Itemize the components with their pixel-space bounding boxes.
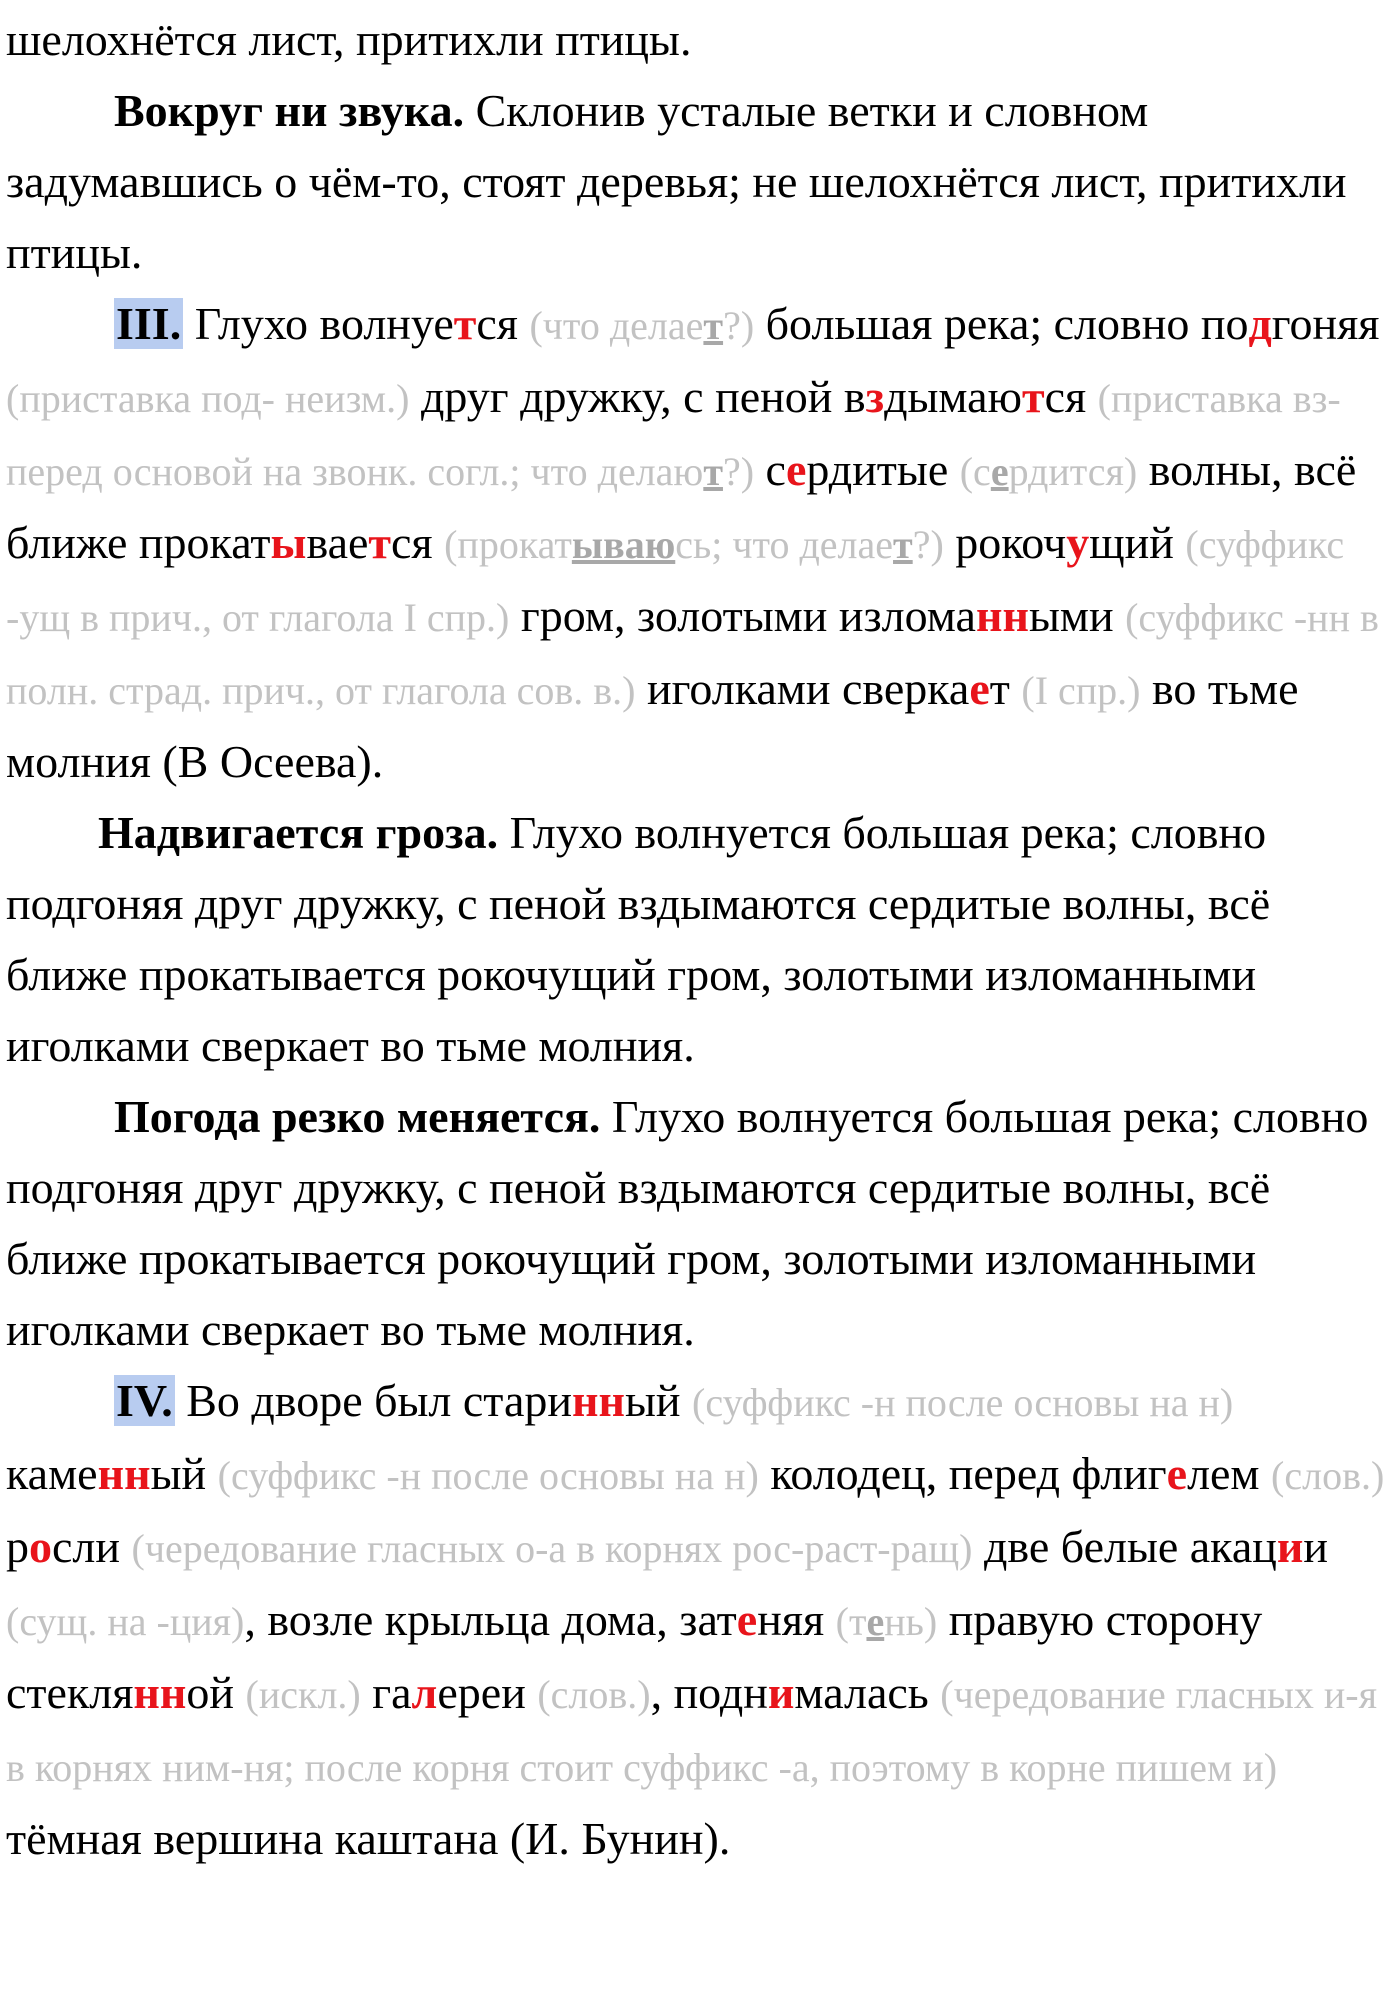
note: (приставка под- неизм.) [6, 376, 410, 421]
paragraph-exercise-4: IV. Во дворе был старинный (суффикс -н после основы на н) каменный (суффикс -н после основы на н) колодец, перед флигелем (слов.) росли (чередование гласных о-а в корнях рос-раст-ращ) две белые акации (сущ. на -ция), возле крыльца дома, затеняя (тень) правую сторону стеклянной (искл.) галереи (слов.), поднималась (чередование гласных и-я в корнях ним-ня; после корня стоит суффикс -а, поэтому в корне пишем и) тёмная вершина каштана (И. Бунин). [6, 1375, 1385, 1864]
note: (I спр.) [1021, 668, 1141, 713]
text: Глухо волнуется большая река; словно подгоняя друг дружку, с пеной вздымаются сердитые волны, всё ближе прокатывается рокочущий гром, золотыми изломанными иголками сверкает во тьме молния. [6, 1091, 1369, 1355]
paragraph-fragment [6, 4, 1398, 75]
text: Глухо волнуется большая река; словно подгоняя друг дружку, с пеной вздымаются сердитые волны, всё ближе прокатывается рокочущий гром, золотыми изломанными иголками сверкает во тьме молния. [6, 807, 1271, 1071]
note: (тень) [835, 1599, 938, 1644]
marked-letter: нн [975, 590, 1029, 641]
paragraph-heading: Вокруг ни звука. [114, 85, 465, 136]
note: (что делает?) [529, 303, 755, 348]
marked-letter: ы [270, 517, 307, 568]
note: (чередование гласных и-я в корнях ним-ня; после корня стоит суффикс -а, поэтому в корне пишем и) [6, 1672, 1377, 1790]
text: шелохнётся лист, притихли птицы. [6, 14, 692, 65]
marked-letter: т [453, 298, 477, 349]
note: (искл.) [245, 1672, 361, 1717]
note: (прокатываюсь; что делает?) [444, 522, 944, 567]
note: (чередование гласных о-а в корнях рос-раст-ращ) [131, 1526, 973, 1571]
exercise-number: III. [116, 298, 182, 349]
note: (сущ. на -ция) [6, 1599, 245, 1644]
note: (суффикс -нн в полн. страд. прич., от глагола сов. в.) [6, 595, 1379, 713]
marked-letter: т [1021, 371, 1045, 422]
text: Склонив усталые ветки и словном задумавшись о чём-то, стоят деревья; не шелохнётся лист, притихли птицы. [6, 85, 1347, 278]
note: (слов.) [537, 1672, 651, 1717]
marked-letter: у [1066, 517, 1090, 568]
marked-letter: нн [572, 1375, 626, 1426]
note: (суффикс -н после основы на н) [217, 1453, 759, 1498]
paragraph-quiet [6, 75, 1398, 288]
marked-letter: е [1166, 1448, 1188, 1499]
marked-letter: и [1276, 1521, 1304, 1572]
marked-letter: о [29, 1521, 52, 1572]
note: (суффикс -ущ в прич., от глагола I спр.) [6, 522, 1345, 640]
note: (суффикс -н после основы на н) [692, 1380, 1234, 1425]
paragraph-weather [6, 1081, 1398, 1365]
marked-letter: и [767, 1667, 795, 1718]
marked-letter: нн [97, 1448, 151, 1499]
exercise-number: IV. [116, 1375, 173, 1426]
marked-letter: нн [133, 1667, 187, 1718]
marked-letter: д [1248, 298, 1272, 349]
paragraph-heading: Погода резко меняется. [114, 1091, 601, 1142]
marked-letter: т [368, 517, 392, 568]
paragraph-exercise-3: III. Глухо волнуется (что делает?) большая река; словно подгоняя (приставка под- неизм.) друг дружку, с пеной вздымаются (приставка вз- перед основой на звонк. согл.; что делают?) сердитые (сердится) волны, всё ближе прокатывается (прокатываюсь; что делает?) рокочущий (суффикс -ущ в прич., от глагола I спр.) гром, золотыми изломанными (суффикс -нн в полн. страд. прич., от глагола сов. в.) иголками сверкает (I спр.) во тьме молния (В Осеева). [6, 298, 1380, 787]
note: (приставка вз- перед основой на звонк. согл.; что делают?) [6, 376, 1341, 494]
marked-letter: е [969, 663, 990, 714]
marked-letter: з [865, 371, 885, 422]
paragraph-heading: Надвигается гроза. [98, 807, 499, 858]
note: (сердится) [959, 449, 1138, 494]
marked-letter: е [785, 444, 807, 495]
paragraph-storm [6, 797, 1398, 1081]
marked-letter: е [736, 1594, 758, 1645]
marked-letter: л [411, 1667, 438, 1718]
note: (слов.) [1271, 1453, 1385, 1498]
